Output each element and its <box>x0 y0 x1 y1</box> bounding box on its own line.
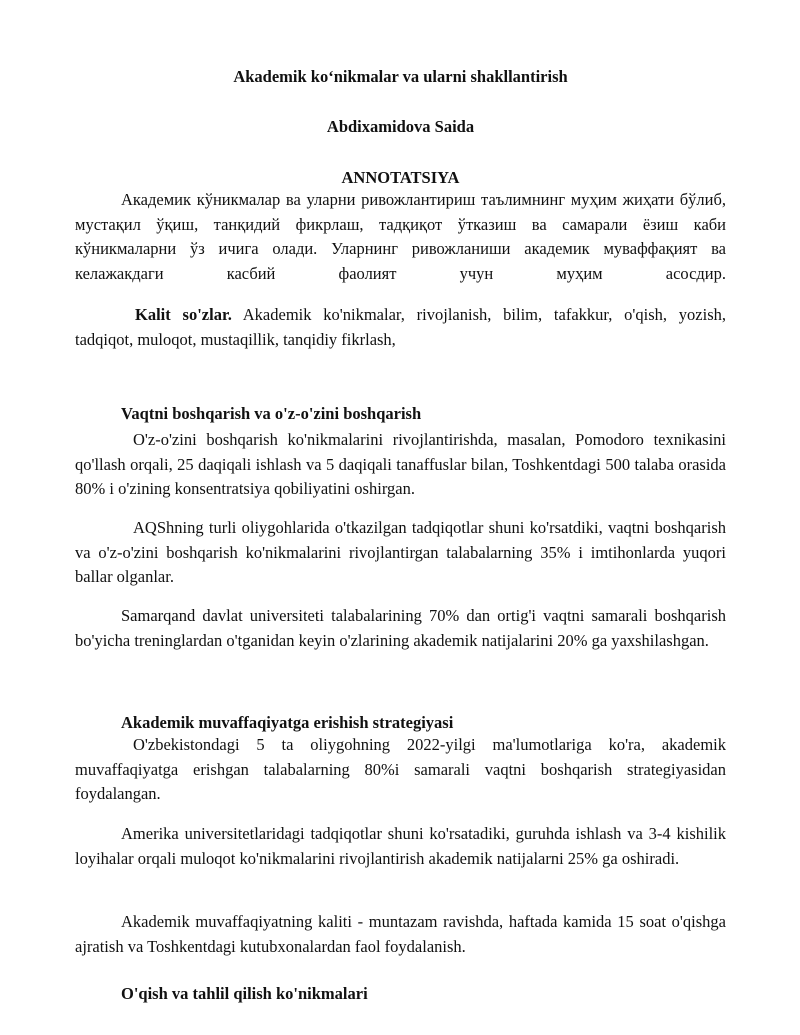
paragraph: Amerika universitetlaridagi tadqiqotlar shuni ko'rsatadiki, guruhda ishlash va 3-4 kishilik loyihalar orqali muloqot ko'nikmalarini rivojlantirish akademik natijalarni 25% ga oshiradi. <box>75 824 726 868</box>
paragraph: O'zbekistondagi 5 ta oliygohning 2022-yilgi ma'lumotlariga ko'ra, akademik muvaffaqiyatga erishgan talabalarning 80%i samarali vaqtni boshqarish strategiyasidan foydalangan. <box>75 735 726 803</box>
keywords-text: Akademik ko'nikmalar, rivojlanish, bilim, tafakkur, o'qish, yozish, tadqiqot, muloqot, mustaqillik, tanqidiy fikrlash, <box>75 305 726 349</box>
paragraph: Akademik muvaffaqiyatning kaliti - muntazam ravishda, haftada kamida 15 soat o'qishga ajratish va Toshkentdagi kutubxonalardan faol foydalanish. <box>75 912 726 956</box>
section-heading: Akademik muvaffaqiyatga erishish strategiyasi <box>121 713 454 732</box>
section-heading: Vaqtni boshqarish va o'z-o'zini boshqarish <box>121 404 422 423</box>
paragraph: O'z-o'zini boshqarish ko'nikmalarini rivojlantirishda, masalan, Pomodoro texnikasini qo'llash orqali, 25 daqiqali ishlash va 5 daqiqali tanaffuslar bilan, Toshkentdagi 500 talaba orasida 80% i o'zining konsentratsiya qobiliyatini oshirgan. <box>75 430 726 498</box>
author-name: Abdixamidova Saida <box>326 117 475 136</box>
annotation-heading: ANNOTATSIYA <box>341 168 460 187</box>
keywords-label: Kalit so'zlar. <box>135 305 232 324</box>
section-heading: O'qish va tahlil qilish ko'nikmalari <box>121 984 368 1003</box>
paragraph: AQShning turli oliygohlarida o'tkazilgan tadqiqotlar shuni ko'rsatdiki, vaqtni boshqarish va o'z-o'zini boshqarish ko'nikmalarini rivojlantirgan talabalarning 35% i imtihonlarda yuqori ballar olganlar. <box>75 518 726 586</box>
paragraph: Samarqand davlat universiteti talabalarining 70% dan ortig'i vaqtni samarali boshqarish bo'yicha treninglardan o'tganidan keyin o'zlarining akademik natijalarini 20% ga yaxshilashgan. <box>75 606 726 650</box>
paper-title: Akademik ko‘nikmalar va ularni shakllantirish <box>233 67 568 86</box>
annotation-text: Академик кўникмалар ва уларни ривожлантириш таълимнинг муҳим жиҳати бўлиб, мустақил ўқиш, танқидий фикрлаш, тадқиқот ўтказиш ва самарали ёзиш каби кўникмаларни ўз ичига олади. Уларнинг ривожланиши академик муваффақият ва келажакдаги касбий фаолият учун муҳим асосдир. <box>75 190 726 283</box>
keywords-paragraph <box>75 303 726 352</box>
